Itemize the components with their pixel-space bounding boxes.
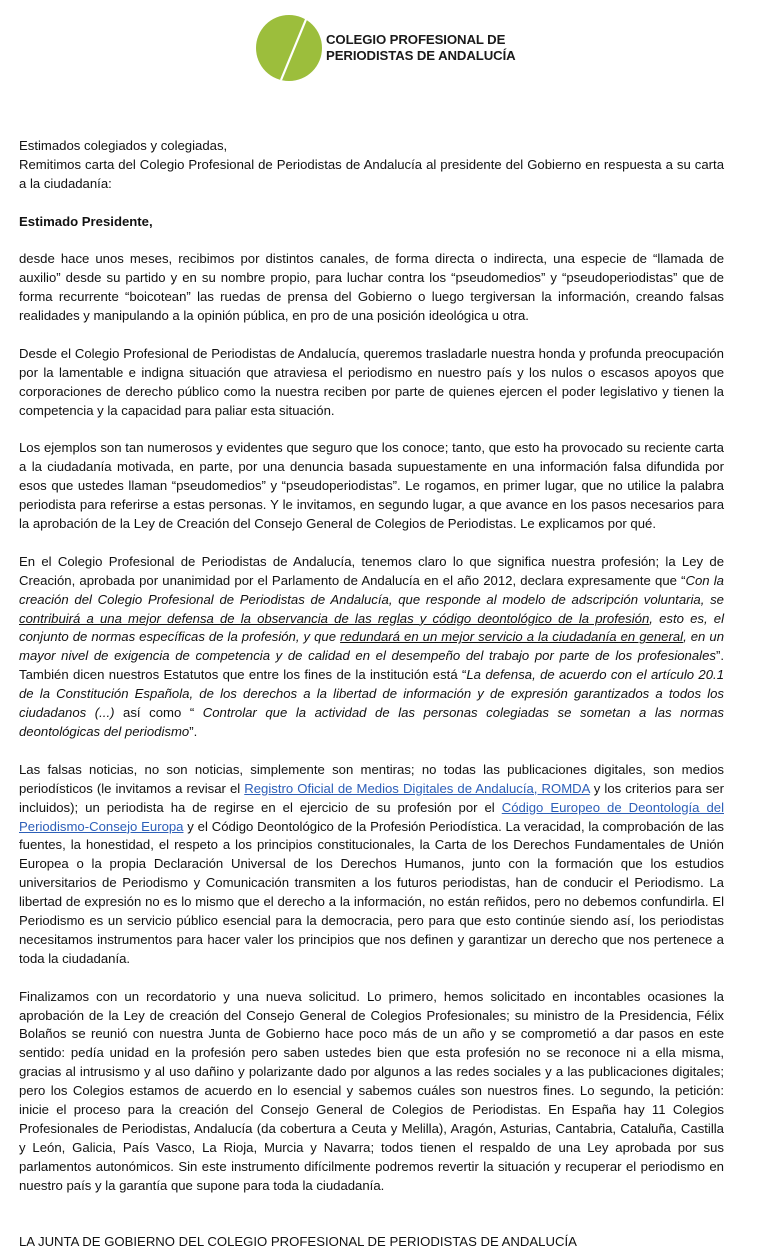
p4-quote-1: Con la creación del Colegio Profesional de Periodistas de Andalucía, que responde al modelo de adscripción voluntaria, se contribuirá a una mejor defensa de la observancia de las reglas y código deontológico de la profesión, esto es, el conjunto de normas específicas de la profesión, y que redundará en un mejor servicio a la ciudadanía en general, en un mayor nivel de exigencia de competencia y de calidad en el desempeño del trabajo por parte de los profesionales [19,572,725,664]
greeting-line-2: Remitimos carta del Colegio Profesional de Periodistas de Andalucía al presidente del Gobierno en respuesta a su carta a la ciudadanía: [19,156,724,191]
signature: LA JUNTA DE GOBIERNO DEL COLEGIO PROFESIONAL DE PERIODISTAS DE ANDALUCÍA [19,1234,577,1250]
logo-line-2: PERIODISTAS DE ANDALUCÍA [326,48,516,63]
p4-underlined-2: redundará en un mejor servicio a la ciudadanía en general [340,629,684,645]
codigo-europeo-link[interactable]: Código Europeo de Deontología del Periodismo-Consejo Europa [19,799,724,834]
logo-line-1: COLEGIO PROFESIONAL DE [326,32,506,47]
p5-text-2: y los criterios para ser incluidos); un periodista ha de regirse en el ejercicio de su profesión por el [19,780,724,815]
p4-underlined-1: contribuirá a una mejor defensa de la observancia de las reglas y código deontológico de la profesión [19,610,650,626]
p4-quote-2: La defensa, de acuerdo con el artículo 20.1 de la Constitución Española, de los derechos a la libertad de información y de expresión garantizados a todos los ciudadanos (...) [19,667,725,721]
p4-quote-3: Controlar que la actividad de las personas colegiadas se sometan a las normas deontológicas del periodismo [19,705,724,740]
paragraph-4 [19,553,724,742]
p5-text-3: y el Código Deontológico de la Profesión Periodística. La veracidad, la comprobación de las fuentes, la honestidad, el respeto a los principios constitucionales, la Carta de los Derechos Fundamentales de Unión Europea o la propia Declaración Universal de los Derechos Humanos, junto con la formación que los estudios universitarios de Periodismo y Comunicación transmiten a los futuros periodistas, han de conducir el Periodismo. La libertad de expresión no es lo mismo que el derecho a la información, no están reñidos, pero no debemos confundirla. El Periodismo es un servicio público esencial para la democracia, pero para que esto continúe siendo así, los periodistas necesitamos instrumentos para hacer valer los principios que nos definen y garantizar un derecho que nos pertenece a toda la ciudadanía. [19,818,724,966]
logo-icon [255,14,323,82]
p4-text-4: ”. [189,724,198,740]
salutation: Estimado Presidente, [19,213,153,229]
paragraph-2: Desde el Colegio Profesional de Periodistas de Andalucía, queremos trasladarle nuestra honda y profunda preocupación por la lamentable e indigna situación que atraviesa el periodismo en nuestro país y los nulos o escasos apoyos que corporaciones de derecho público como la nuestra reciben por parte de quienes ejercen el poder legislativo y tienen la competencia y la capacidad para paliar esta situación. [19,345,724,418]
logo-text [326,32,516,64]
header [0,0,757,95]
p4-text-1: En el Colegio Profesional de Periodistas de Andalucía, tenemos claro lo que significa nuestra profesión; la Ley de Creación, aprobada por unanimidad por el Parlamento de Andalucía en el año 2012, declara expresamente que “ [19,553,724,588]
greeting-line-1: Estimados colegiados y colegiadas, [19,138,228,153]
romda-link[interactable]: Registro Oficial de Medios Digitales de Andalucía, ROMDA [244,780,590,796]
p4-text-2: ”. También dicen nuestros Estatutos que entre los fines de la institución está “ [19,648,724,683]
paragraph-5 [19,761,724,969]
p5-text-1: Las falsas noticias, no son noticias, simplemente son mentiras; no todas las publicaciones digitales, son medios periodísticos (le invitamos a revisar el [19,761,724,796]
paragraph-6: Finalizamos con un recordatorio y una nueva solicitud. Lo primero, hemos solicitado en incontables ocasiones la aprobación de la Ley de creación del Consejo General de Colegios Profesionales; su ministro de la Presidencia, Félix Bolaños se reunió con nuestra Junta de Gobierno hace poco más de un año y se comprometió a dar pasos en este sentido: pedía unidad en la profesión pero saben ustedes bien que esta profesión no se reconoce ni a ella misma, gracias al intrusismo y al uso dañino y polarizante dado por algunos a las redes sociales y a las publicaciones digitales; pero los Colegios estamos de acuerdo en lo esencial y sabemos cuáles son nuestros fines. Lo segundo, la petición: inicie el proceso para la creación del Consejo General de Colegios de Periodistas. En España hay 11 Colegios Profesionales de Periodistas, Andalucía (da cobertura a Ceuta y Melilla), Aragón, Asturias, Cantabria, Cataluña, Castilla y León, Galicia, País Vasco, La Rioja, Murcia y Navarra; todos tienen el respaldo de una Ley aprobada por sus parlamentos autonómicos. Sin este instrumento difícilmente podremos revertir la situación y recuperar el periodismo en nuestro país y la garantía que supone para toda la ciudadanía. [19,988,724,1193]
p4-text-3: así como “ [114,705,203,721]
paragraph-1: desde hace unos meses, recibimos por distintos canales, de forma directa o indirecta, una especie de “llamada de auxilio” desde su partido y en su nombre propio, para luchar contra los “pseudomedios” y “pseudoperiodistas” que de forma recurrente “boicotean” las ruedas de prensa del Gobierno o luego tergiversan la información, creando falsas realidades y manipulando a la opinión pública, en pro de una posición ideológica u otra. [19,251,724,324]
paragraph-3: Los ejemplos son tan numerosos y evidentes que seguro que los conoce; tanto, que esto ha provocado su reciente carta a la ciudadanía motivada, en parte, por una denuncia basada supuestamente en una información falsa difundida por esos que ustedes llaman “pseudomedios” y “pseudoperiodistas”. Le rogamos, en primer lugar, que no utilice la palabra periodista para referirse a estas personas. Y le invitamos, en segundo lugar, a que avance en los pasos necesarios para la aprobación de la Ley de Creación del Consejo General de Colegios de Periodistas. Le explicamos por qué. [19,440,724,532]
letter-body [19,137,724,1252]
